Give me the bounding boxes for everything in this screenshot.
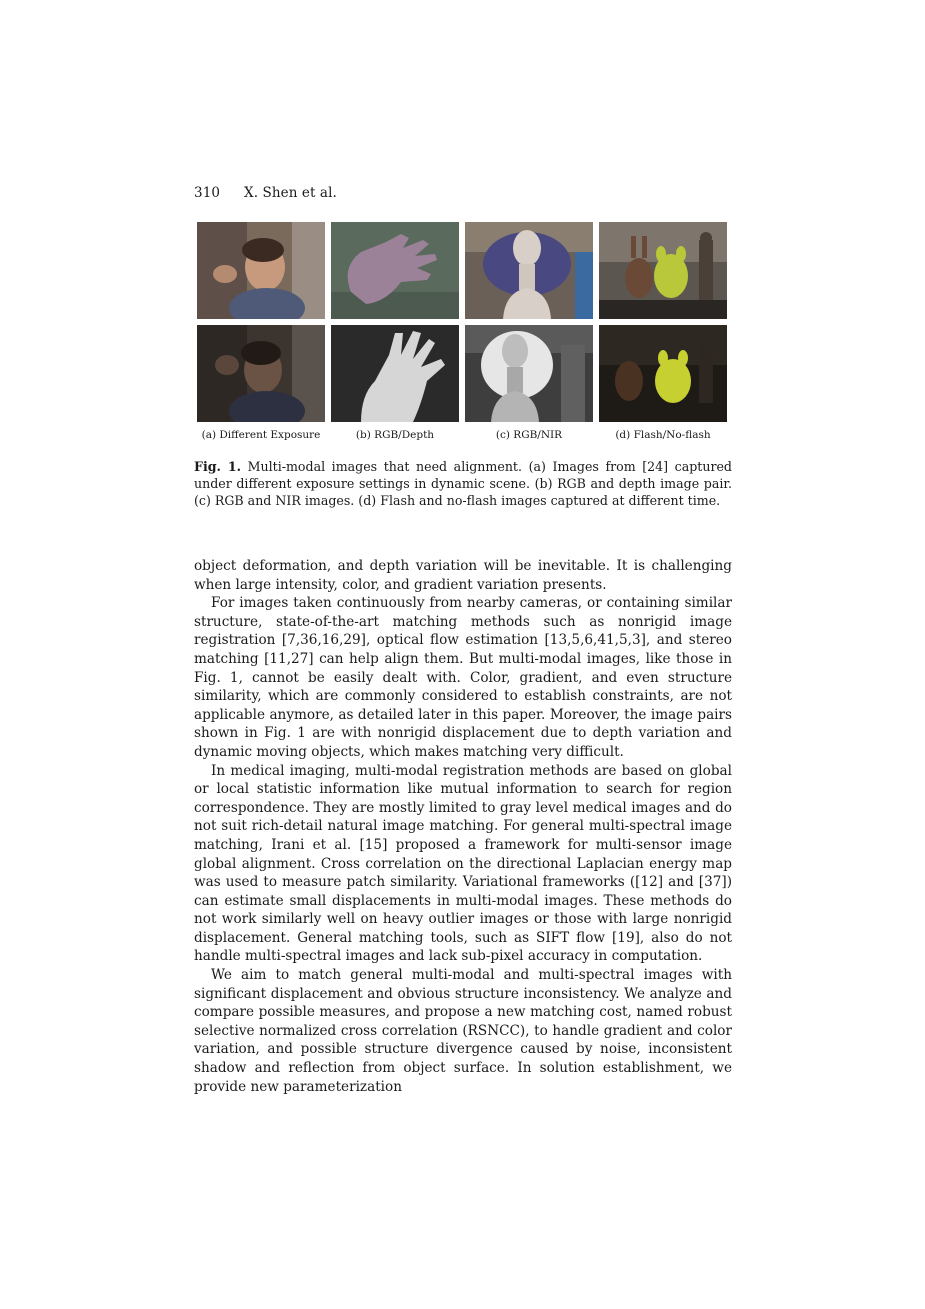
paragraph: object deformation, and depth variation will be inevitable. It is challenging when large intensity, color, and gradient variation presents. [194,558,732,593]
figure-1 [197,222,729,441]
photo-toys-noflash [599,325,727,422]
body-text [194,557,732,1096]
photo-toys-flash [599,222,727,319]
figure-caption [194,458,732,509]
subcaption-a: (a) Different Exposure [201,429,321,441]
photo-mannequin-nir [465,325,593,422]
running-authors: X. Shen et al. [244,185,337,201]
photo-mannequin-rgb [465,222,593,319]
figure-image-grid [197,222,729,422]
running-header [194,185,337,201]
paragraph: In medical imaging, multi-modal registration methods are based on global or local statistic information like mutual information to search for region correspondence. They are mostly limited to gray level medical images and do not suit rich-detail natural image matching. For general multi-spectral image matching, Irani et al. [15] proposed a framework for multi-sensor image global alignment. Cross correlation on the directional Laplacian energy map was used to measure patch similarity. Variational frameworks ([12] and [37]) can estimate small displacements in multi-modal images. These methods do not work similarly well on heavy outlier images or those with large nonrigid displacement. General matching tools, such as SIFT flow [19], also do not handle multi-spectral images and lack sub-pixel accuracy in computation. [194,762,732,965]
photo-hand-depth [331,325,459,422]
page-number: 310 [194,185,221,201]
subcaption-b: (b) RGB/Depth [355,429,435,441]
subcaption-c: (c) RGB/NIR [495,429,563,441]
subcaption-row [197,429,729,441]
paragraph: We aim to match general multi-modal and multi-spectral images with significant displacement and obvious structure inconsistency. We analyze and compare possible measures, and propose a new matching cost, named robust selective normalized cross correlation (RSNCC), to handle gradient and color variation, and possible structure divergence caused by noise, inconsistent shadow and reflection from object surface. In solution establishment, we provide new parameterization [194,967,732,1095]
paragraph: For images taken continuously from nearby cameras, or containing similar structure, state-of-the-art matching methods such as nonrigid image registration [7,36,16,29], optical flow estimation [13,5,6,41,5,3], and stereo matching [11,27] can help align them. But multi-modal images, like those in Fig. 1, cannot be easily dealt with. Color, gradient, and even structure similarity, which are commonly considered to establish constraints, are not applicable anymore, as detailed later in this paper. Moreover, the image pairs shown in Fig. 1 are with nonrigid displacement due to depth variation and dynamic moving objects, which makes matching very difficult. [194,595,732,760]
photo-hand-rgb [331,222,459,319]
figure-caption-label: Fig. 1. [194,459,242,474]
photo-baby-dark [197,325,325,422]
photo-baby-bright [197,222,325,319]
subcaption-d: (d) Flash/No-flash [615,429,711,441]
figure-caption-text: Multi-modal images that need alignment. (a) Images from [24] captured under different exposure settings in dynamic scene. (b) RGB and depth image pair. (c) RGB and NIR images. (d) Flash and no-flash images captured at different time. [194,459,732,508]
